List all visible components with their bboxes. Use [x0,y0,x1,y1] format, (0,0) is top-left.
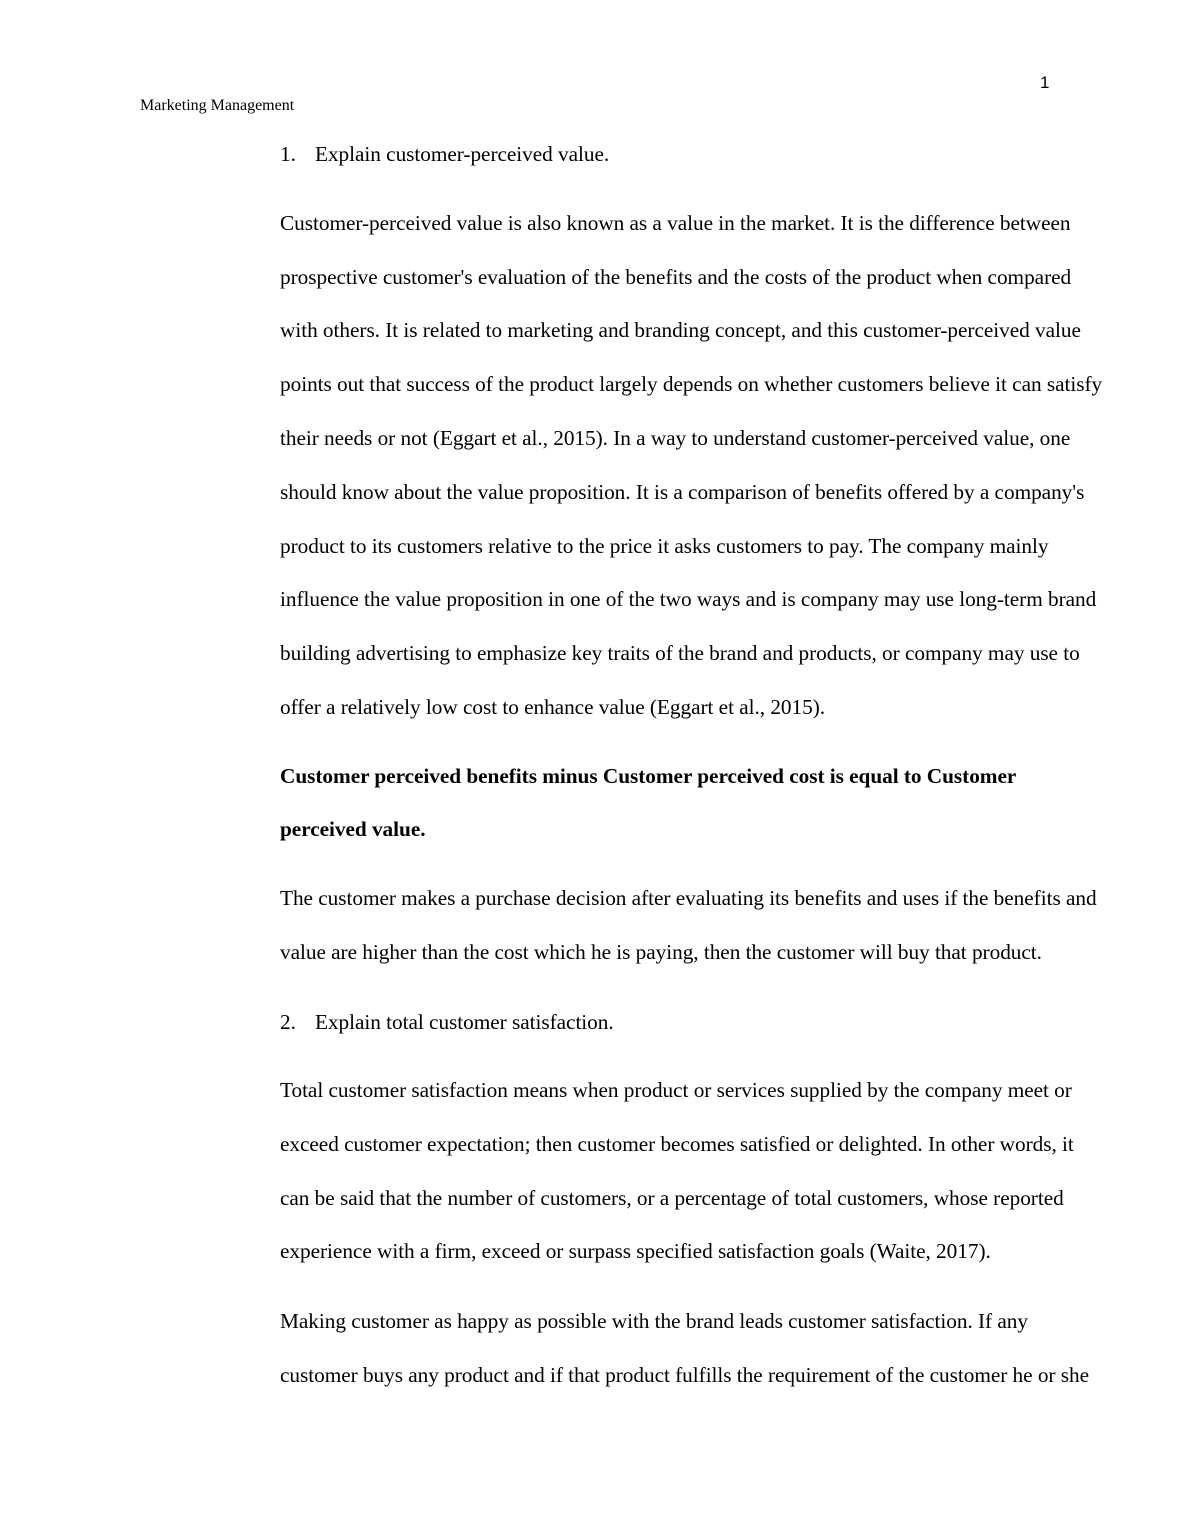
text-line: exceed customer expectation; then customer becomes satisfied or delighted. In other words, it [280,1132,1074,1156]
section-2-number: 2. [280,1010,296,1034]
text-line: Making customer as happy as possible with the brand leads customer satisfaction. If any [280,1309,1028,1333]
text-line: perceived value. [280,817,426,841]
text-line: points out that success of the product largely depends on whether customers believe it can satisfy [280,372,1103,396]
text-line: influence the value proposition in one of the two ways and is company may use long-term brand [280,587,1097,611]
section-1-heading [280,140,1190,168]
text-line: The customer makes a purchase decision after evaluating its benefits and uses if the benefits and [280,886,1097,910]
text-line: Customer-perceived value is also known as a value in the market. It is the difference between [280,211,1071,235]
text-line: should know about the value proposition. It is a comparison of benefits offered by a company's [280,480,1085,504]
text-line: product to its customers relative to the price it asks customers to pay. The company mainly [280,534,1049,558]
text-line: Customer perceived benefits minus Customer perceived cost is equal to Customer [280,764,1017,788]
page-number: 1 [1040,73,1050,92]
text-line: prospective customer's evaluation of the benefits and the costs of the product when compared [280,265,1072,289]
section-2-heading [280,1008,1190,1036]
running-header: Marketing Management [140,97,295,114]
text-line: Total customer satisfaction means when product or services supplied by the company meet or [280,1078,1072,1102]
text-line: offer a relatively low cost to enhance value (Eggart et al., 2015). [280,695,826,719]
text-line: can be said that the number of customers, or a percentage of total customers, whose reported [280,1186,1064,1210]
section-2-title: Explain total customer satisfaction. [315,1010,614,1034]
text-line: value are higher than the cost which he is paying, then the customer will buy that product. [280,940,1042,964]
section-1-number: 1. [280,142,296,166]
section-1-title: Explain customer-perceived value. [315,142,610,166]
text-line: customer buys any product and if that product fulfills the requirement of the customer he or she [280,1363,1089,1387]
text-line: their needs or not (Eggart et al., 2015). In a way to understand customer-perceived value, one [280,426,1071,450]
text-line: building advertising to emphasize key traits of the brand and products, or company may use to [280,641,1080,665]
text-line: with others. It is related to marketing and branding concept, and this customer-perceived value [280,318,1081,342]
text-line: experience with a firm, exceed or surpass specified satisfaction goals (Waite, 2017). [280,1239,991,1263]
